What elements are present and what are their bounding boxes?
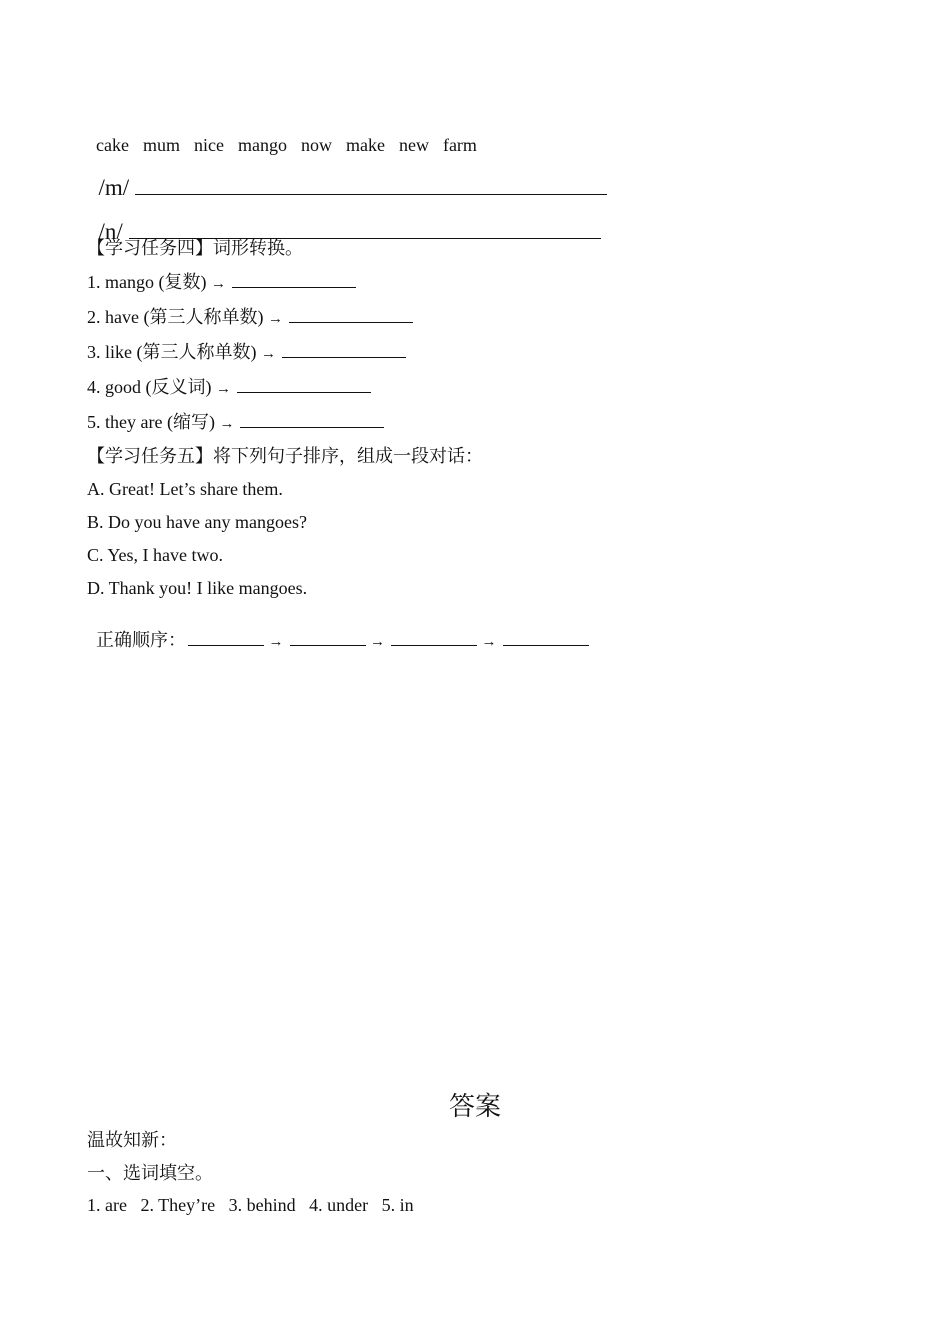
arrow-icon: → [370,634,385,650]
phonics-row-m [87,153,607,199]
order-blank[interactable] [290,644,366,646]
arrow-icon: → [216,381,231,397]
answer-blank[interactable] [240,426,384,428]
task5-sentence: C. Yes, I have two. [87,545,224,565]
arrow-icon: → [268,634,284,650]
answer-blank[interactable] [289,321,413,323]
word-bank-item: cake [96,135,129,155]
task4-item [87,273,356,292]
task5-sentence: D. Thank you! I like mangoes. [87,578,308,598]
answers-section: 温故知新： [87,1130,177,1150]
arrow-icon: → [210,276,226,292]
phonics-row-n [87,197,601,243]
word-bank-item: nice [193,135,224,155]
order-blank[interactable] [503,644,589,646]
answers-title: 答案 [448,1092,501,1121]
task4-item-text: 3. like (第三人称单数) [87,342,257,362]
task4-heading: 【学习任务四】词形转换。 [87,238,303,258]
word-bank-item: new [398,135,429,155]
order-blank[interactable] [391,644,477,646]
arrow-icon: → [267,311,283,327]
word-bank-item: mum [142,135,180,155]
task5-heading: 【学习任务五】将下列句子排序，组成一段对话： [87,446,483,466]
task4-item-text: 1. mango (复数) [87,272,207,292]
answer-blank[interactable] [282,356,406,358]
word-bank-item: now [300,135,332,155]
phonics-label: /n/ [98,219,123,244]
word-bank-item: make [345,135,385,155]
task4-item [87,413,384,432]
order-blank[interactable] [188,644,264,646]
task4-item-text: 5. they are (缩写) [87,412,215,432]
order-row [87,613,589,650]
answer-blank[interactable] [237,391,371,393]
task4-item [87,343,406,362]
task4-item [87,308,413,327]
arrow-icon: → [219,416,235,432]
answers-line: 1. are 2. They’re 3. behind 4. under 5. in [87,1195,414,1215]
arrow-icon: → [481,634,497,650]
answer-blank[interactable] [232,286,356,288]
task5-sentence: A. Great! Let’s share them. [87,479,283,499]
task4-item-text: 4. good (反义词) [87,377,212,397]
task4-item-text: 2. have (第三人称单数) [87,307,264,327]
word-bank-item: mango [237,135,287,155]
answer-blank[interactable] [135,193,607,195]
phonics-label: /m/ [98,175,130,200]
answers-part: 一、选词填空。 [87,1163,213,1183]
order-label: 正确顺序： [96,630,186,650]
task5-sentence: B. Do you have any mangoes? [87,512,307,532]
word-bank-item: farm [442,135,477,155]
arrow-icon: → [260,346,276,362]
word-bank [87,118,491,154]
task4-item [87,378,371,397]
